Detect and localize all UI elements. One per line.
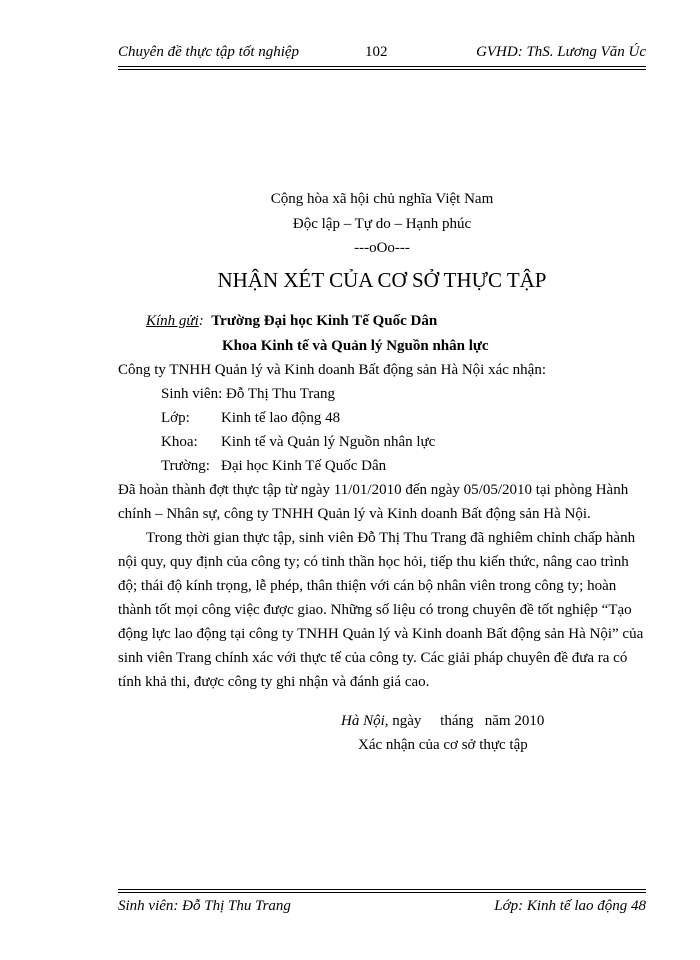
addressee-university: Trường Đại học Kinh Tế Quốc Dân xyxy=(211,313,438,329)
signature-date-rest: , ngày tháng năm 2010 xyxy=(384,713,545,729)
footer-rule-thin xyxy=(118,889,646,890)
class-label: Lớp: xyxy=(161,410,190,426)
school-value: Đại học Kinh Tế Quốc Dân xyxy=(221,458,387,474)
confirm-intro: Công ty TNHH Quản lý và Kinh doanh Bất động sản Hà Nội xác nhận: xyxy=(118,362,546,378)
footer-student: Sinh viên: Đỗ Thị Thu Trang xyxy=(118,898,291,914)
page-number: 102 xyxy=(365,44,388,60)
evaluation-line-7: tính khả thi, được công ty ghi nhận và đánh giá cao. xyxy=(118,674,430,690)
header-rule-thin xyxy=(118,69,646,70)
evaluation-line-5: động lực lao động tại công ty TNHH Quản lý và Kinh doanh Bất động sản Hà Nội” của xyxy=(118,626,644,642)
evaluation-line-1: Trong thời gian thực tập, sinh viên Đỗ Thị Thu Trang đã nghiêm chỉnh chấp hành xyxy=(146,530,636,546)
footer-class: Lớp: Kinh tế lao động 48 xyxy=(494,898,646,914)
addressee-label: Kính gửi xyxy=(146,313,199,329)
evaluation-line-6: sinh viên Trang chính xác với thực tế của công ty. Các giải pháp chuyên đề đưa ra có xyxy=(118,650,628,666)
faculty-label: Khoa: xyxy=(161,434,198,450)
header-topic: Chuyên đề thực tập tốt nghiệp xyxy=(118,44,300,60)
evaluation-line-4: thành tốt mọi công việc được giao. Những số liệu có trong chuyên đề tốt nghiệp “Tạo xyxy=(118,602,632,618)
addressee-faculty: Khoa Kinh tế và Quản lý Nguồn nhân lực xyxy=(222,338,489,354)
student-name: Sinh viên: Đỗ Thị Thu Trang xyxy=(161,386,336,402)
document-title: NHẬN XÉT CỦA CƠ SỞ THỰC TẬP xyxy=(217,268,547,292)
internship-period-line-1: Đã hoàn thành đợt thực tập từ ngày 11/01/2010 đến ngày 05/05/2010 tại phòng Hành xyxy=(118,482,629,498)
signature-confirm: Xác nhận của cơ sở thực tập xyxy=(358,737,528,753)
evaluation-line-3: độ; thái độ kính trọng, lễ phép, thân thiện với cán bộ nhân viên trong công ty; hoàn xyxy=(118,578,617,594)
header-rule xyxy=(118,66,646,67)
signature-place: Hà Nội xyxy=(341,713,385,729)
faculty-value: Kinh tế và Quản lý Nguồn nhân lực xyxy=(221,434,436,450)
addressee-line xyxy=(146,313,437,330)
footer-rule xyxy=(118,892,646,893)
evaluation-line-2: nội quy, quy định của công ty; có tinh thần học hỏi, tiếp thu kiến thức, nâng cao trình xyxy=(118,554,629,570)
motto-separator: ---oOo--- xyxy=(354,240,410,256)
school-label: Trường: xyxy=(161,458,210,474)
class-value: Kinh tế lao động 48 xyxy=(221,410,341,426)
signature-date xyxy=(341,713,544,730)
national-name: Cộng hòa xã hội chủ nghĩa Việt Nam xyxy=(270,191,494,207)
addressee-colon: : xyxy=(198,313,204,329)
header-advisor: GVHD: ThS. Lương Văn Úc xyxy=(476,44,646,60)
national-motto: Độc lập – Tự do – Hạnh phúc xyxy=(292,216,472,232)
internship-period-line-2: chính – Nhân sự, công ty TNHH Quản lý và Kinh doanh Bất động sản Hà Nội. xyxy=(118,506,591,522)
